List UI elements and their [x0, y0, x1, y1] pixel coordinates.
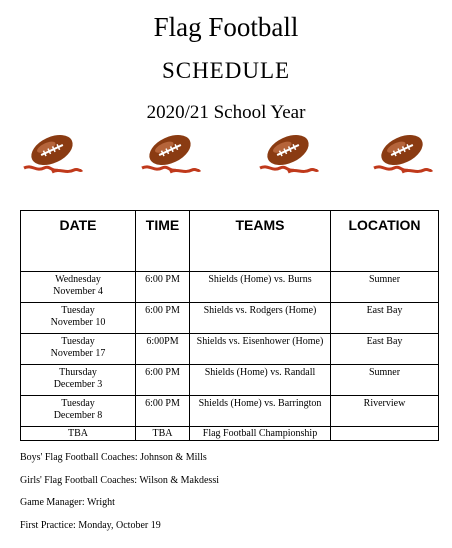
location-cell: East Bay: [331, 334, 439, 365]
time-cell: 6:00 PM: [136, 272, 190, 303]
first-practice-note: First Practice: Monday, October 19: [20, 520, 161, 531]
column-header-date: DATE: [21, 211, 136, 272]
table-row: [21, 396, 439, 427]
teams-cell: Shields (Home) vs. Randall: [190, 365, 331, 396]
date: November 17: [50, 348, 106, 359]
table-row: [21, 365, 439, 396]
teams-cell: Shields (Home) vs. Barrington: [190, 396, 331, 427]
time-cell: TBA: [136, 427, 190, 441]
teams-cell: Flag Football Championship: [190, 427, 331, 441]
time-cell: 6:00 PM: [136, 396, 190, 427]
schedule-table: [20, 210, 439, 441]
date: November 4: [53, 286, 103, 297]
table-row: [21, 303, 439, 334]
football-icon: [258, 128, 320, 178]
game-manager-note: Game Manager: Wright: [20, 497, 115, 508]
time-cell: 6:00 PM: [136, 303, 190, 334]
time-cell: 6:00 PM: [136, 365, 190, 396]
date: December 3: [53, 379, 103, 390]
table-row: [21, 334, 439, 365]
time-cell: 6:00PM: [136, 334, 190, 365]
location-cell: Sumner: [331, 272, 439, 303]
location-cell: Riverview: [331, 396, 439, 427]
weekday: Tuesday: [61, 305, 95, 316]
location-cell: Sumner: [331, 365, 439, 396]
date-cell: [21, 365, 136, 396]
football-icon: [22, 128, 84, 178]
teams-cell: Shields vs. Eisenhower (Home): [190, 334, 331, 365]
girls-coaches-note: Girls' Flag Football Coaches: Wilson & Makdessi: [20, 475, 219, 486]
column-header-location: LOCATION: [331, 211, 439, 272]
football-icon: [372, 128, 434, 178]
date: November 10: [50, 317, 106, 328]
column-header-time: TIME: [136, 211, 190, 272]
weekday: Thursday: [59, 367, 97, 378]
weekday: Wednesday: [55, 274, 101, 285]
table-row: [21, 272, 439, 303]
boys-coaches-note: Boys' Flag Football Coaches: Johnson & Mills: [20, 452, 207, 463]
school-year: 2020/21 School Year: [146, 102, 306, 123]
column-header-teams: TEAMS: [190, 211, 331, 272]
table-header-row: [21, 211, 439, 272]
location-cell: East Bay: [331, 303, 439, 334]
page-subtitle: SCHEDULE: [161, 58, 291, 83]
date-cell: [21, 303, 136, 334]
teams-cell: Shields vs. Rodgers (Home): [190, 303, 331, 334]
weekday: Tuesday: [61, 398, 95, 409]
date: December 8: [53, 410, 103, 421]
location-cell: [331, 427, 439, 441]
football-icon: [140, 128, 202, 178]
date-cell: [21, 272, 136, 303]
date-cell: TBA: [21, 427, 136, 441]
teams-cell: Shields (Home) vs. Burns: [190, 272, 331, 303]
date-cell: [21, 396, 136, 427]
page-title: Flag Football: [153, 12, 299, 42]
table-row: [21, 427, 439, 441]
weekday: Tuesday: [61, 336, 95, 347]
date-cell: [21, 334, 136, 365]
